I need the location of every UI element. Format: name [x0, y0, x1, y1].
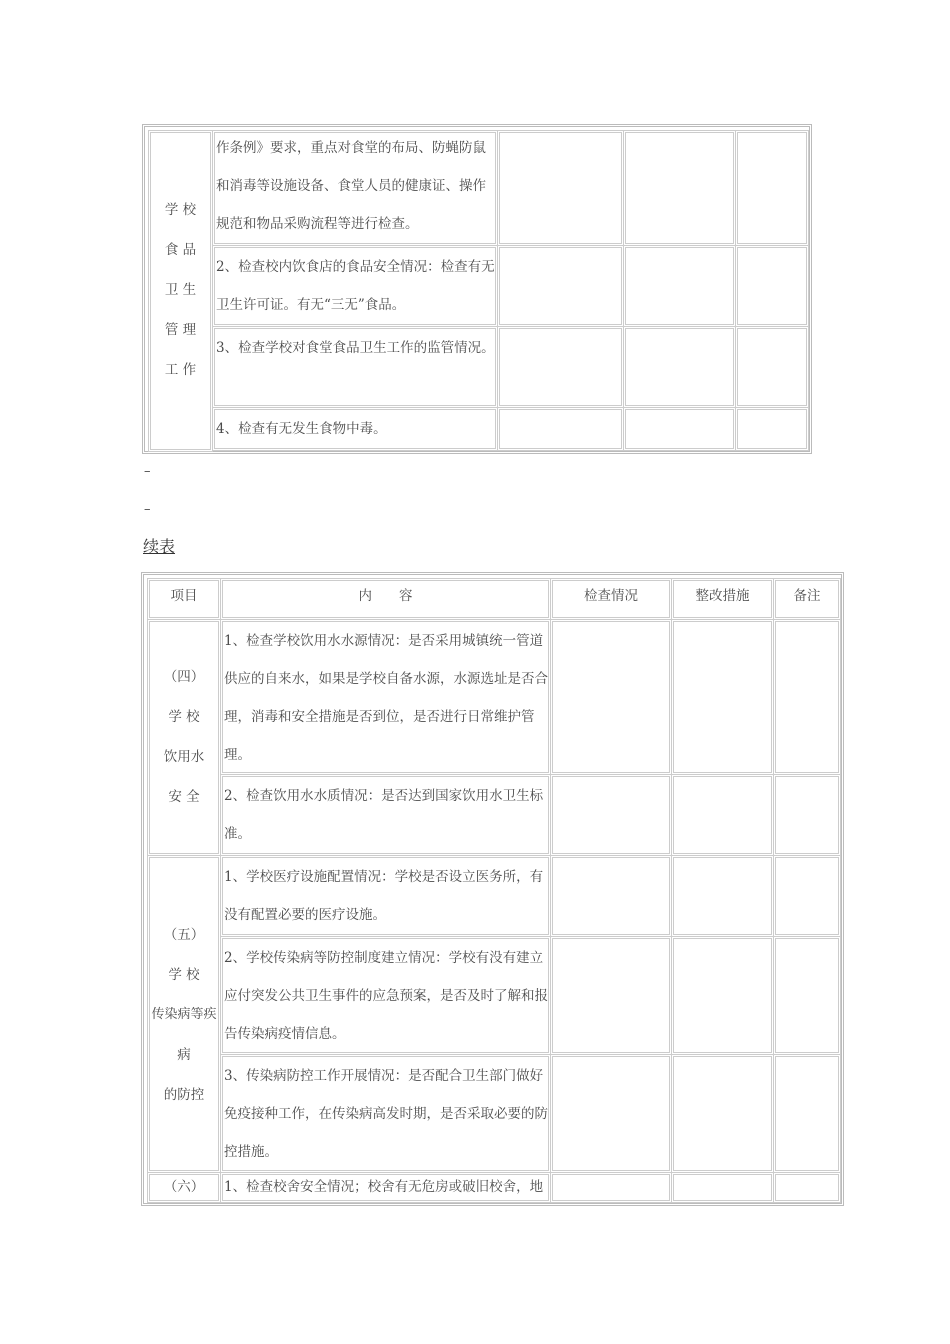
continued-table-label: 续表: [143, 537, 176, 556]
category-line: 食 品: [164, 242, 197, 258]
category-line: 传染病等疾: [151, 1007, 217, 1022]
content-text: 1、检查校舍安全情况；校舍有无危房或破旧校舍，地: [224, 1179, 544, 1195]
category-line: 卫 生: [164, 282, 197, 298]
check-cell: [497, 407, 624, 451]
header-check: 检查情况: [550, 578, 672, 620]
content-cell: [220, 1054, 551, 1173]
category-line: 管 理: [164, 322, 197, 338]
fix-cell: [671, 774, 774, 856]
fix-cell: [623, 407, 736, 451]
check-cell: [497, 130, 624, 246]
check-cell: [550, 855, 672, 937]
fix-cell: [623, 130, 736, 246]
check-cell: [550, 1172, 672, 1203]
category-cell-food-hygiene: [148, 130, 213, 452]
note-cell: [735, 326, 809, 408]
content-cell: [220, 936, 551, 1055]
category-line: 饮用水: [163, 749, 205, 765]
dash-mark: –: [144, 464, 151, 479]
note-cell: [735, 407, 809, 451]
content-text: 2、检查校内饮食店的食品安全情况：检查有无卫生许可证。有无“三无”食品。: [216, 259, 495, 313]
content-cell: [212, 245, 498, 327]
content-cell: [220, 1172, 551, 1203]
food-hygiene-table: [142, 124, 812, 454]
category-line: 学 校: [164, 202, 197, 218]
category-line: 工 作: [164, 362, 197, 378]
fix-cell: [671, 936, 774, 1055]
header-content: 内 容: [220, 578, 551, 620]
note-cell: [773, 936, 841, 1055]
category-line: 病: [177, 1047, 191, 1063]
dash-mark: –: [144, 502, 151, 517]
note-cell: [773, 774, 841, 856]
content-cell: [220, 619, 551, 775]
note-cell: [735, 245, 809, 327]
fix-cell: [671, 855, 774, 937]
fix-cell: [671, 619, 774, 775]
content-cell: [220, 855, 551, 937]
inspection-table-continued: [141, 572, 844, 1206]
category-cell-disease-control: [147, 855, 221, 1173]
content-cell: [212, 326, 498, 408]
content-text: 作条例》要求，重点对食堂的布局、防蝇防鼠和消毒等设施设备、食堂人员的健康证、操作规范和物品采购流程等进行检查。: [216, 140, 486, 232]
check-cell: [550, 774, 672, 856]
check-cell: [497, 326, 624, 408]
category-line: 的防控: [163, 1087, 205, 1103]
check-cell: [550, 936, 672, 1055]
category-cell-school-buildings: [147, 1172, 221, 1203]
fix-cell: [623, 326, 736, 408]
category-line: 学 校: [168, 967, 200, 983]
fix-cell: [671, 1054, 774, 1173]
content-cell: [212, 130, 498, 246]
content-text: 2、学校传染病等防控制度建立情况：学校有没有建立应付突发公共卫生事件的应急预案，是否及时了解和报告传染病疫情信息。: [224, 950, 548, 1042]
content-text: 2、检查饮用水水质情况：是否达到国家饮用水卫生标准。: [224, 788, 544, 842]
category-line: （四）: [163, 669, 205, 685]
header-note: 备注: [773, 578, 841, 620]
content-cell: [220, 774, 551, 856]
category-line: 安 全: [168, 789, 200, 805]
note-cell: [735, 130, 809, 246]
content-text: 1、学校医疗设施配置情况：学校是否设立医务所，有没有配置必要的医疗设施。: [224, 869, 544, 923]
note-cell: [773, 619, 841, 775]
note-cell: [773, 855, 841, 937]
note-cell: [773, 1054, 841, 1173]
content-cell: [212, 407, 498, 451]
content-text: 4、检查有无发生食物中毒。: [216, 421, 387, 437]
category-line: （五）: [163, 927, 205, 943]
check-cell: [497, 245, 624, 327]
category-line: （六）: [163, 1179, 205, 1195]
check-cell: [550, 619, 672, 775]
content-text: 3、检查学校对食堂食品卫生工作的监管情况。: [216, 340, 495, 356]
header-item: 项目: [147, 578, 221, 620]
category-line: 学 校: [168, 709, 200, 725]
category-cell-drinking-water: [147, 619, 221, 856]
content-text: 3、传染病防控工作开展情况：是否配合卫生部门做好免疫接种工作，在传染病高发时期，是否采取必要的防控措施。: [224, 1068, 548, 1160]
check-cell: [550, 1054, 672, 1173]
header-fix: 整改措施: [671, 578, 774, 620]
note-cell: [773, 1172, 841, 1203]
fix-cell: [623, 245, 736, 327]
content-text: 1、检查学校饮用水水源情况：是否采用城镇统一管道供应的自来水，如果是学校自备水源，水源选址是否合理，消毒和安全措施是否到位，是否进行日常维护管理。: [224, 633, 548, 763]
fix-cell: [671, 1172, 774, 1203]
